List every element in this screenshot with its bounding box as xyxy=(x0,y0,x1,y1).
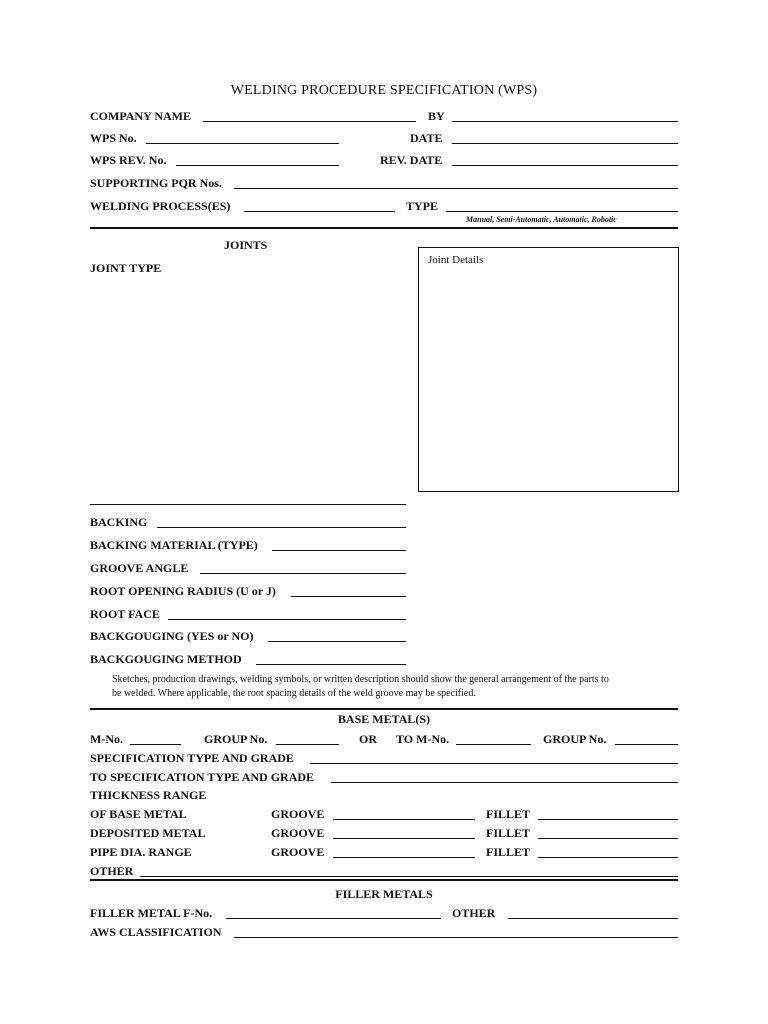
backgouging-label: BACKGOUGING (YES or NO) xyxy=(90,629,254,643)
date-label: DATE xyxy=(410,131,443,145)
divider-base-metal xyxy=(90,708,678,710)
base-metal-other-field[interactable] xyxy=(140,876,678,877)
filler-metals-heading: FILLER METALS xyxy=(335,887,433,901)
groove-label-3: GROOVE xyxy=(271,845,325,859)
rev-date-label: REV. DATE xyxy=(380,153,443,167)
joints-note-line-2: be welded. Where applicable, the root spacing details of the weld groove may be specified. xyxy=(112,688,476,699)
root-face-field[interactable] xyxy=(168,619,406,620)
to-spec-type-grade-label: TO SPECIFICATION TYPE AND GRADE xyxy=(90,770,315,784)
group-no-label: GROUP No. xyxy=(204,732,268,746)
backgouging-method-label: BACKGOUGING METHOD xyxy=(90,652,242,666)
groove-field-3[interactable] xyxy=(333,857,475,858)
base-metal-other-label: OTHER xyxy=(90,864,134,878)
deposited-metal-label: DEPOSITED METAL xyxy=(90,826,206,840)
base-metal-heading: BASE METAL(S) xyxy=(337,712,431,726)
filler-metal-f-no-field[interactable] xyxy=(226,918,441,919)
filler-metal-f-no-label: FILLER METAL F-No. xyxy=(90,906,213,920)
fillet-label-1: FILLET xyxy=(486,807,531,821)
root-face-label: ROOT FACE xyxy=(90,607,160,621)
fillet-field-2[interactable] xyxy=(538,838,678,839)
joint-details-box[interactable] xyxy=(418,247,679,492)
joint-details-label: Joint Details xyxy=(428,254,484,266)
type-label: TYPE xyxy=(406,199,439,213)
fillet-field-3[interactable] xyxy=(538,857,678,858)
by-field[interactable] xyxy=(452,121,678,122)
groove-label-2: GROOVE xyxy=(271,826,325,840)
groove-angle-field[interactable] xyxy=(200,573,406,574)
root-opening-field[interactable] xyxy=(291,596,406,597)
spec-type-grade-field[interactable] xyxy=(310,763,678,764)
joints-note-line-1: Sketches, production drawings, welding symbols, or written description should show the general arrangement of the parts to xyxy=(112,674,609,685)
spec-type-grade-label: SPECIFICATION TYPE AND GRADE xyxy=(90,751,294,765)
backgouging-method-field[interactable] xyxy=(256,664,406,665)
joint-type-field[interactable] xyxy=(90,504,406,505)
of-base-metal-label: OF BASE METAL xyxy=(90,807,187,821)
welding-process-label: WELDING PROCESS(ES) xyxy=(90,199,231,213)
aws-classification-label: AWS CLASSIFICATION xyxy=(90,925,222,939)
group-no-2-label: GROUP No. xyxy=(543,732,607,746)
backing-material-field[interactable] xyxy=(272,550,406,551)
m-no-label: M-No. xyxy=(90,732,123,746)
company-name-label: COMPANY NAME xyxy=(90,109,191,123)
supporting-pqr-label: SUPPORTING PQR Nos. xyxy=(90,176,222,190)
joints-heading: JOINTS xyxy=(224,238,268,252)
pipe-dia-range-label: PIPE DIA. RANGE xyxy=(90,845,192,859)
joint-type-label: JOINT TYPE xyxy=(90,261,162,275)
fillet-field-1[interactable] xyxy=(538,819,678,820)
to-m-no-label: TO M-No. xyxy=(396,732,450,746)
fillet-label-3: FILLET xyxy=(486,845,531,859)
company-name-field[interactable] xyxy=(203,121,416,122)
root-opening-label: ROOT OPENING RADIUS (U or J) xyxy=(90,584,276,598)
backing-material-label: BACKING MATERIAL (TYPE) xyxy=(90,538,258,552)
aws-classification-field[interactable] xyxy=(234,937,678,938)
groove-label-1: GROOVE xyxy=(271,807,325,821)
date-field[interactable] xyxy=(452,143,678,144)
backgouging-field[interactable] xyxy=(268,641,406,642)
supporting-pqr-field[interactable] xyxy=(234,188,678,189)
groove-angle-label: GROOVE ANGLE xyxy=(90,561,189,575)
thickness-range-label: THICKNESS RANGE xyxy=(90,788,207,802)
to-spec-type-grade-field[interactable] xyxy=(331,782,678,783)
backing-field[interactable] xyxy=(157,527,406,528)
group-no-field[interactable] xyxy=(276,744,339,745)
rev-date-field[interactable] xyxy=(452,165,678,166)
divider-joints xyxy=(90,227,678,229)
filler-other-label: OTHER xyxy=(452,906,496,920)
wps-rev-no-field[interactable] xyxy=(176,165,339,166)
divider-filler-metals xyxy=(90,879,678,881)
wps-rev-no-label: WPS REV. No. xyxy=(90,153,167,167)
groove-field-1[interactable] xyxy=(333,819,475,820)
or-label: OR xyxy=(359,732,377,746)
type-hint: Manual, Semi-Automatic, Automatic, Robotic xyxy=(466,215,617,224)
page-title: WELDING PROCEDURE SPECIFICATION (WPS) xyxy=(230,83,538,98)
by-label: BY xyxy=(428,109,445,123)
wps-no-field[interactable] xyxy=(146,143,339,144)
m-no-field[interactable] xyxy=(130,744,181,745)
to-m-no-field[interactable] xyxy=(456,744,531,745)
filler-other-field[interactable] xyxy=(508,918,678,919)
backing-label: BACKING xyxy=(90,515,148,529)
fillet-label-2: FILLET xyxy=(486,826,531,840)
wps-no-label: WPS No. xyxy=(90,131,137,145)
welding-process-field[interactable] xyxy=(244,211,395,212)
groove-field-2[interactable] xyxy=(333,838,475,839)
type-field[interactable] xyxy=(446,211,678,212)
group-no-2-field[interactable] xyxy=(615,744,678,745)
